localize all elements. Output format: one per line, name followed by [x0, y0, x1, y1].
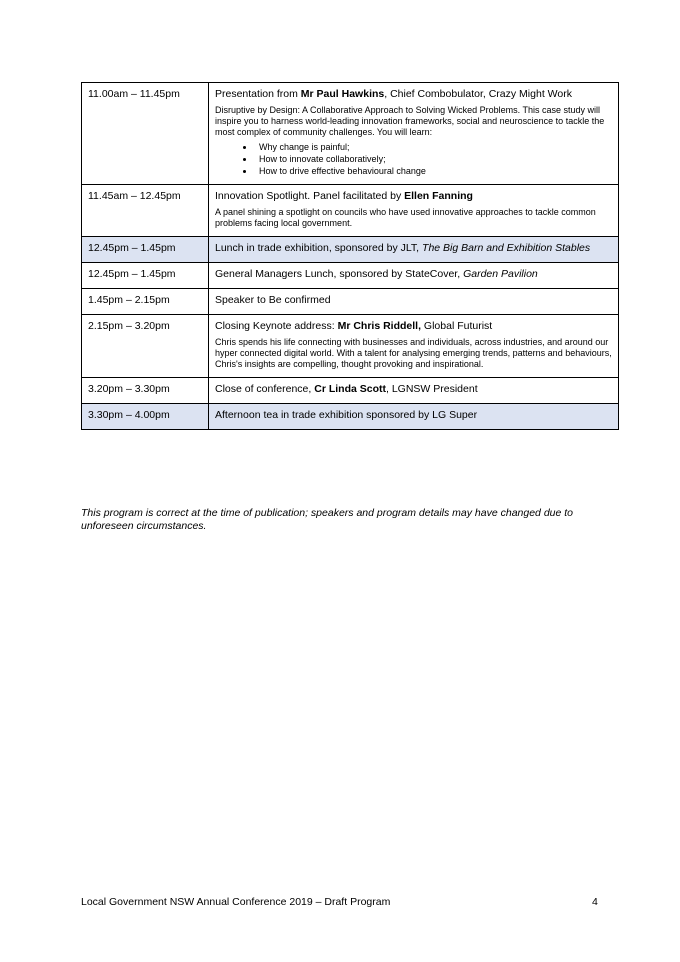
time-cell: 11.45am – 12.45pm: [82, 185, 209, 237]
time-cell: 3.30pm – 4.00pm: [82, 404, 209, 430]
venue-name: Garden Pavilion: [463, 268, 538, 280]
session-description: Chris spends his life connecting with businesses and individuals, across industries, and around our hyper connected digital world. With a talent for analysing emerging trends, patterns and behaviours, Chris's insights are compelling, thought provoking and inspirational.: [215, 337, 612, 369]
table-row: [82, 263, 619, 289]
time-cell: 3.20pm – 3.30pm: [82, 378, 209, 404]
session-cell: [209, 185, 619, 237]
program-disclaimer: This program is correct at the time of publication; speakers and program details may have changed due to unforeseen circumstances.: [81, 507, 574, 532]
session-cell: [209, 83, 619, 185]
time-cell: 2.15pm – 3.20pm: [82, 315, 209, 378]
session-heading: Lunch in trade exhibition, sponsored by JLT, The Big Barn and Exhibition Stables: [215, 242, 591, 254]
list-item: • How to drive effective behavioural change: [255, 165, 612, 177]
time-cell: 12.45pm – 1.45pm: [82, 237, 209, 263]
page-number: 4: [592, 896, 598, 908]
speaker-name: Mr Paul Hawkins: [300, 88, 385, 100]
session-cell: [209, 237, 619, 263]
speaker-name: Mr Chris Riddell,: [337, 320, 422, 332]
table-row: [82, 185, 619, 237]
venue-name: The Big Barn and Exhibition Stables: [422, 242, 591, 254]
session-cell: [209, 404, 619, 430]
learning-list: [215, 141, 612, 177]
table-row: [82, 289, 619, 315]
footer-title: Local Government NSW Annual Conference 2019 – Draft Program: [81, 896, 391, 908]
time-cell: 12.45pm – 1.45pm: [82, 263, 209, 289]
session-heading: Speaker to Be confirmed: [215, 294, 331, 306]
session-cell: [209, 315, 619, 378]
table-row: [82, 315, 619, 378]
speaker-name: Ellen Fanning: [404, 190, 473, 202]
session-cell: [209, 289, 619, 315]
list-item: • Why change is painful;: [255, 141, 612, 153]
session-heading: Closing Keynote address: Mr Chris Riddell, Global Futurist: [215, 320, 493, 332]
session-cell: [209, 378, 619, 404]
table-row: [82, 404, 619, 430]
time-cell: 11.00am – 11.45pm: [82, 83, 209, 185]
program-table: [81, 82, 619, 430]
time-cell: 1.45pm – 2.15pm: [82, 289, 209, 315]
list-item: • How to innovate collaboratively;: [255, 153, 612, 165]
table-row: [82, 237, 619, 263]
speaker-name: Cr Linda Scott: [314, 383, 386, 395]
session-description: A panel shining a spotlight on councils who have used innovative approaches to tackle common problems facing local government.: [215, 207, 596, 228]
session-heading: Presentation from Mr Paul Hawkins, Chief Combobulator, Crazy Might Work: [215, 88, 572, 100]
session-heading: General Managers Lunch, sponsored by StateCover, Garden Pavilion: [215, 268, 538, 280]
table-row: [82, 378, 619, 404]
table-row: [82, 83, 619, 185]
session-heading: Close of conference, Cr Linda Scott, LGNSW President: [215, 383, 478, 395]
session-heading: Afternoon tea in trade exhibition sponsored by LG Super: [215, 409, 478, 421]
session-description: Disruptive by Design: A Collaborative Approach to Solving Wicked Problems. This case study will inspire you to harness world-leading innovation frameworks, social and neuroscience to tackle the most complex of community challenges. You will learn:: [215, 105, 605, 137]
session-cell: [209, 263, 619, 289]
session-heading: Innovation Spotlight. Panel facilitated by Ellen Fanning: [215, 190, 473, 202]
